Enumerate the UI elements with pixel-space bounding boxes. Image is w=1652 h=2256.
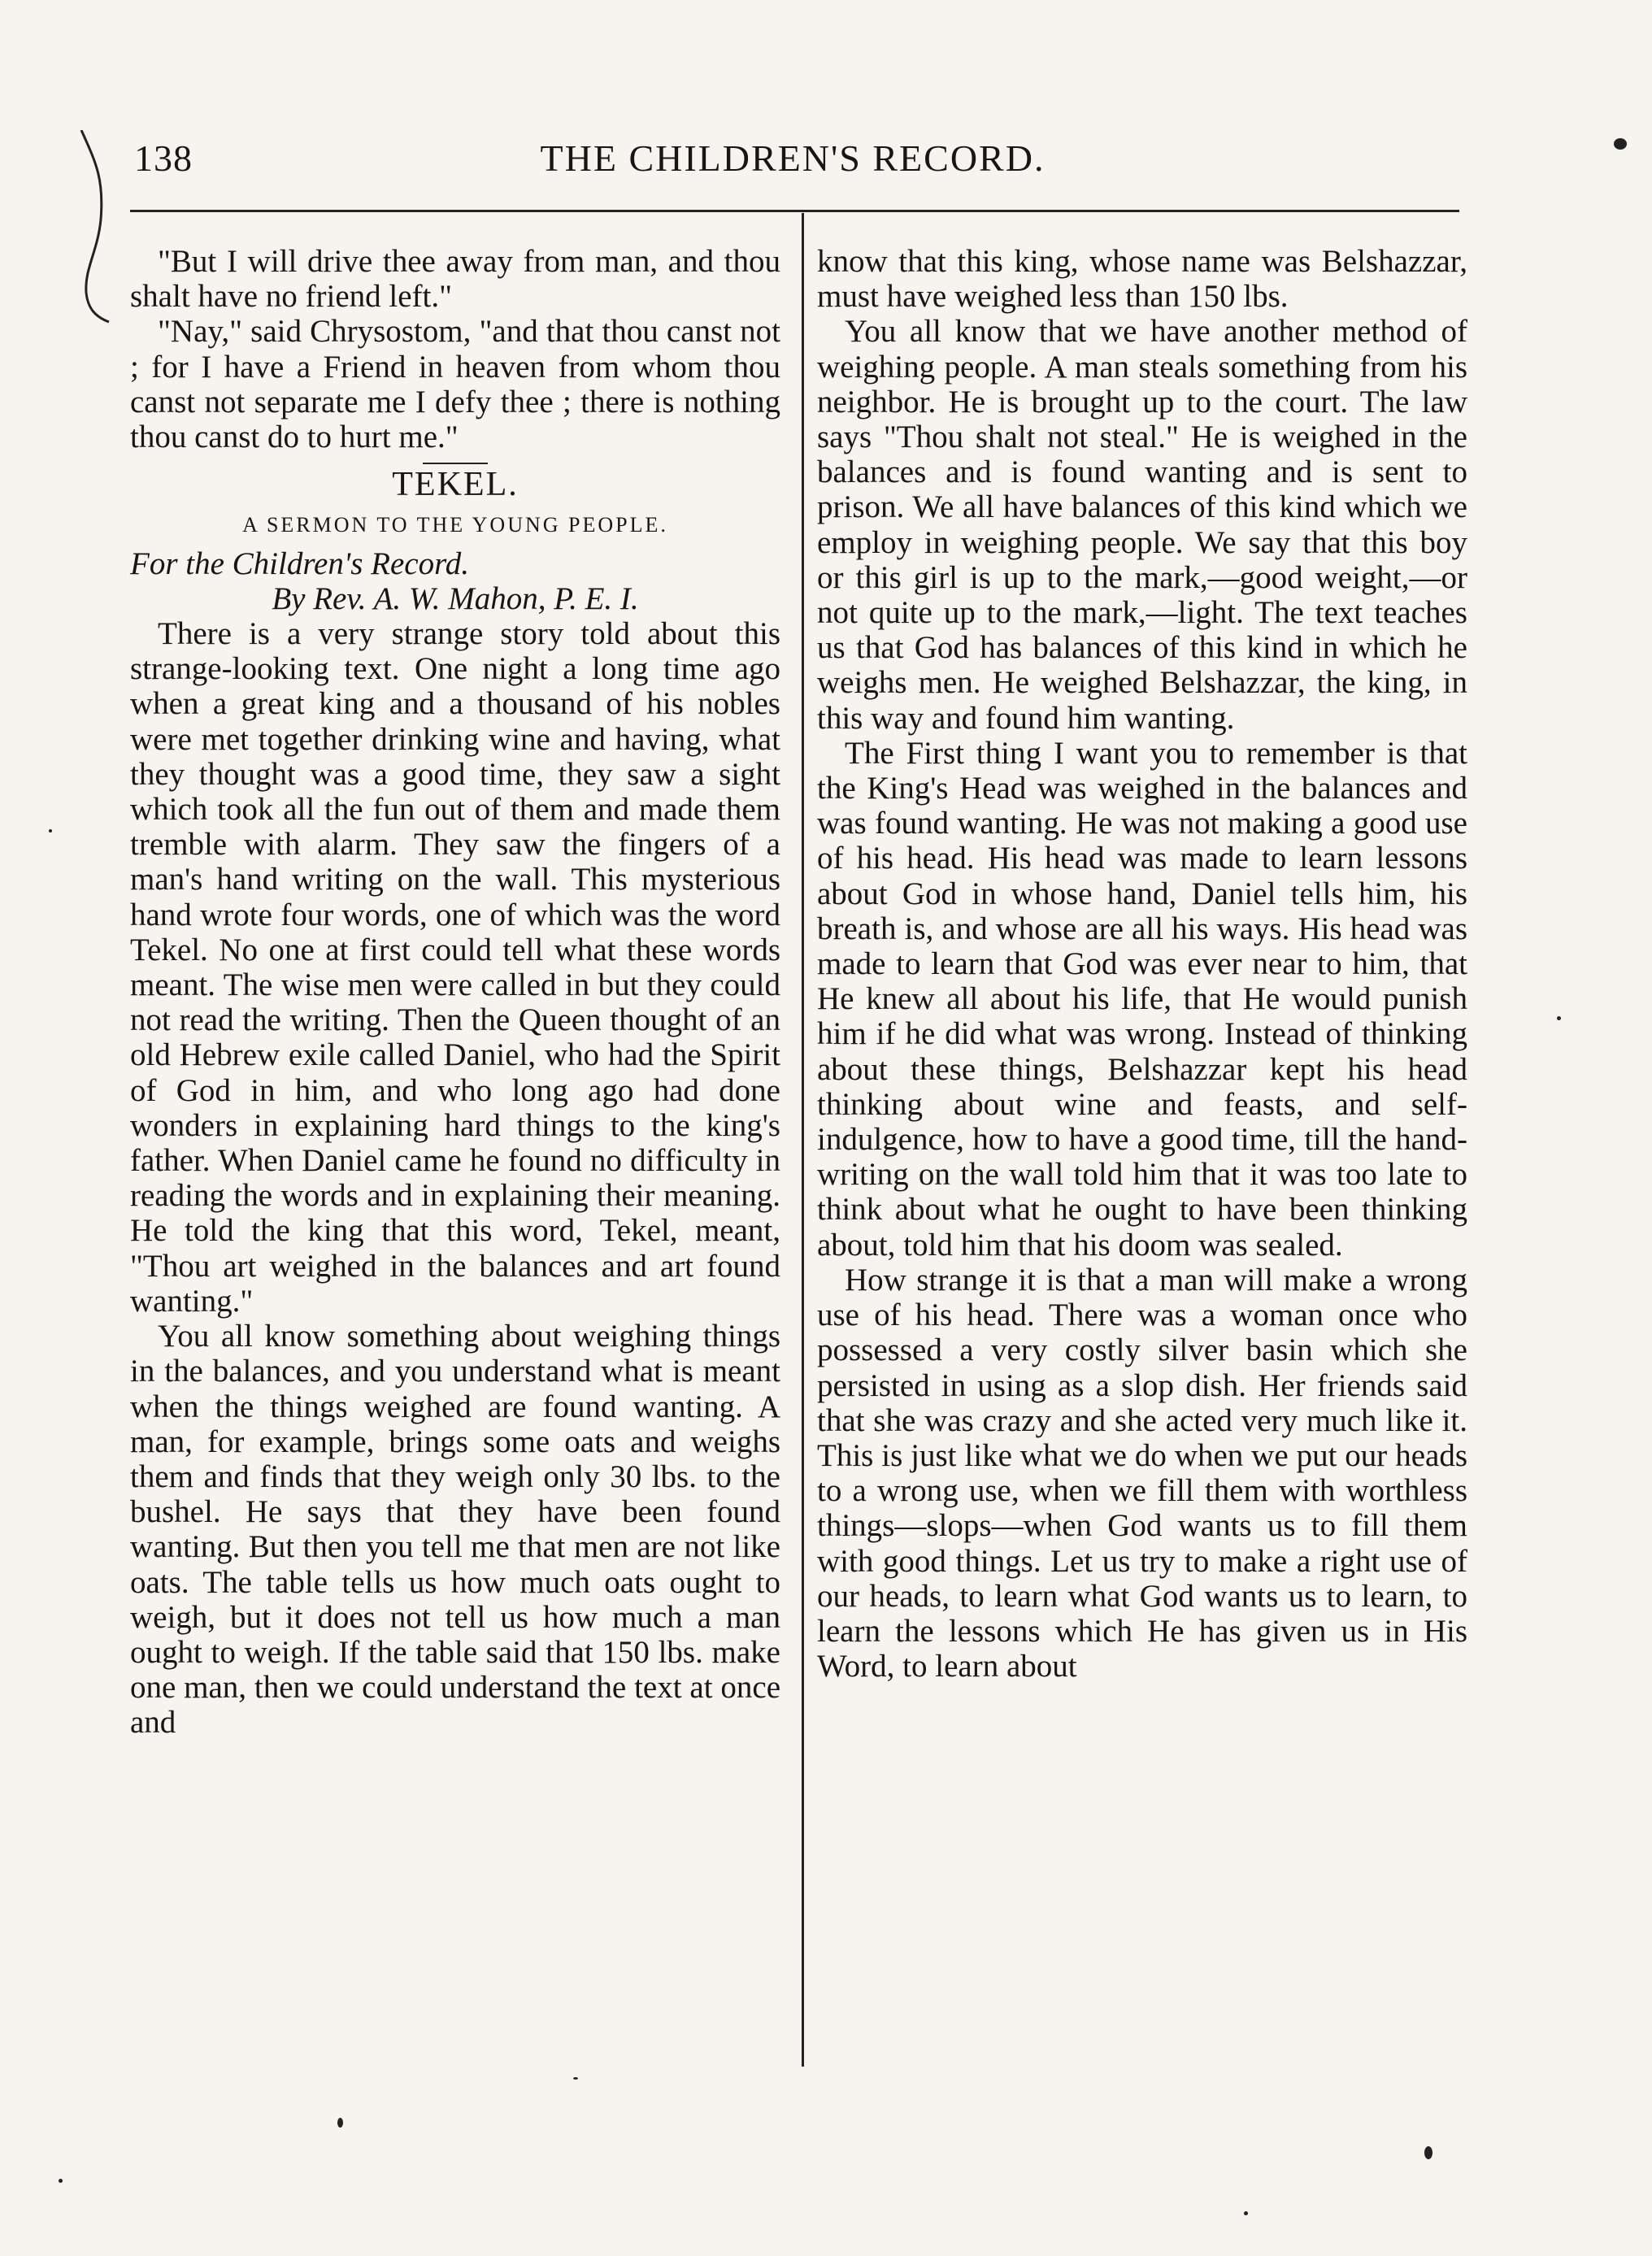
opening-paragraph: "Nay," said Chrysostom, "and that thou canst not ; for I have a Friend in heaven from whom thou canst not separate me I defy thee ; there is nothing thou canst do to hurt me.": [130, 314, 780, 455]
page-number: 138: [134, 137, 193, 179]
column-divider: [802, 213, 804, 2067]
body-paragraph: You all know that we have another method of weighing people. A man steals something from his neighbor. He is brought up to the court. The law says "Thou shalt not steal." He is weighed in the balances and is found wanting and is sent to prison. We all have balances of this kind which we employ in weighing people. We say that this boy or this girl is up to the mark,—good weight,—or not quite up to the mark,—light. The text teaches us that God has balances of this kind in which he weighs men. He weighed Belshazzar, the king, in this way and found him wanting.: [817, 314, 1467, 736]
article-title: TEKEL.: [392, 466, 519, 504]
article-subtitle: A SERMON TO THE YOUNG PEOPLE.: [242, 513, 668, 537]
margin-bracket-mark: [80, 130, 112, 325]
running-title: THE CHILDREN'S RECORD.: [540, 137, 1046, 179]
left-column: [130, 244, 780, 1741]
header-rule: [130, 210, 1459, 212]
body-paragraph: There is a very strange story told about this strange-looking text. One night a long time ago when a great king and a thousand of his nobles were met together drinking wine and having, what they thought was a good time, they saw a sight which took all the fun out of them and made them tremble with alarm. They saw the fingers of a man's hand writing on the wall. This mysterious hand wrote four words, one of which was the word Tekel. No one at first could tell what these words meant. The wise men were called in but they could not read the writing. Then the Queen thought of an old Hebrew exile called Daniel, who had the Spirit of God in him, and who long ago had done wonders in explaining hard things to the king's father. When Daniel came he found no difficulty in reading the words and in explaining their meaning. He told the king that this word, Tekel, meant, "Thou art weighed in the balances and art found wanting.": [130, 616, 780, 1319]
body-paragraph: You all know something about weighing things in the balances, and you understand what is meant when the things weighed are found wanting. A man, for example, brings some oats and weighs them and finds that they weigh only 30 lbs. to the bushel. He says that they have been found wanting. But then you tell me that men are not like oats. The table tells us how much oats ought to weigh, but it does not tell us how much a man ought to weigh. If the table said that 150 lbs. make one man, then we could understand the text at once and: [130, 1319, 780, 1741]
body-paragraph: How strange it is that a man will make a wrong use of his head. There was a woman once who possessed a very costly silver basin which she persisted in using as a slop dish. Her friends said that she was crazy and she acted very much like it. This is just like what we do when we put our heads to a wrong use, when we fill them with worthless things—slops—when God wants us to fill them with good things. Let us try to make a right use of our heads, to learn what God wants us to learn, to learn the lessons which He has given us in His Word, to learn about: [817, 1262, 1467, 1684]
article-byline: By Rev. A. W. Mahon, P. E. I.: [272, 580, 639, 616]
opening-paragraph: "But I will drive thee away from man, and thou shalt have no friend left.": [130, 244, 780, 315]
body-paragraph: The First thing I want you to remember is that the King's Head was weighed in the balances and was found wanting. He was not making a good use of his head. His head was made to learn lessons about God in whose hand, Daniel tells him, his breath is, and whose are all his ways. His head was made to learn that God was ever near to him, that He knew all about his life, that He would punish him if he did what was wrong. Instead of thinking about these things, Belshazzar kept his head thinking about wine and feasts, and self-indulgence, how to have a good time, till the hand-writing on the wall told him that it was too late to think about what he ought to have been thinking about, told him that his doom was sealed.: [817, 735, 1467, 1263]
article-credit: For the Children's Record.: [130, 546, 470, 581]
right-column: [817, 244, 1467, 1684]
page-header: [126, 137, 1459, 193]
body-paragraph: know that this king, whose name was Belshazzar, must have weighed less than 150 lbs.: [817, 244, 1467, 315]
section-separator: [423, 463, 488, 464]
